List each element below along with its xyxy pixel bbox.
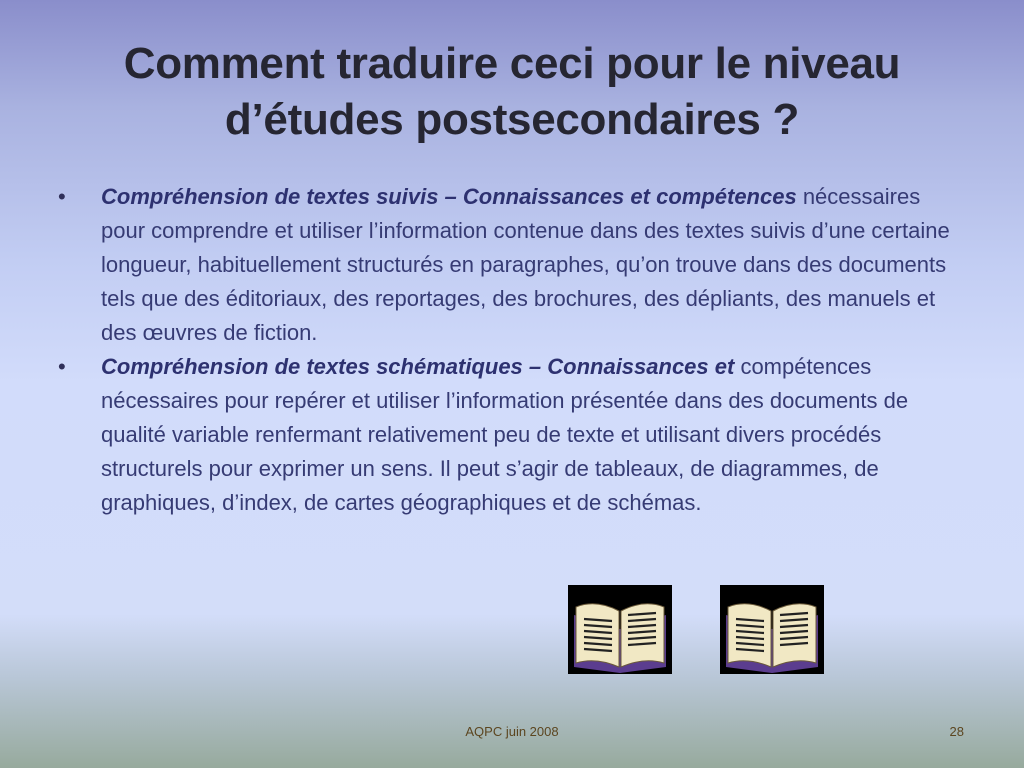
bullet-term: Compréhension de textes suivis – Connaissances et compétences [101, 184, 797, 209]
bullet-item-schematic-text [58, 350, 958, 520]
slide-number: 28 [949, 724, 964, 739]
footer-text: AQPC juin 2008 [465, 724, 559, 739]
bullet-term: Compréhension de textes schématiques – Connaissances et [101, 354, 735, 379]
bullet-item-continuous-text [58, 180, 958, 350]
bullet-description: nécessaires pour comprendre et utiliser l’information contenue dans des textes suivis d’une certaine longueur, habituellement structurés en paragraphes, qu’on trouve dans des documents tels que des éditoriaux, des reportages, des brochures, des dépliants, des manuels et des œuvres de fiction. [101, 184, 950, 345]
bullet-list [58, 180, 958, 520]
slide-title: Comment traduire ceci pour le niveau d’études postsecondaires ? [123, 39, 901, 144]
bullet-marker: • [58, 184, 66, 209]
book-images [568, 585, 824, 674]
bullet-marker: • [58, 354, 66, 379]
open-book-icon [568, 585, 672, 674]
open-book-icon [720, 585, 824, 674]
bullet-description: compétences nécessaires pour repérer et utiliser l’information présentée dans des documents de qualité variable renfermant relativement peu de texte et utilisant divers procédés structurels pour exprimer un sens. Il peut s’agir de tableaux, de diagrammes, de graphiques, d’index, de cartes géographiques et de schémas. [101, 354, 909, 515]
